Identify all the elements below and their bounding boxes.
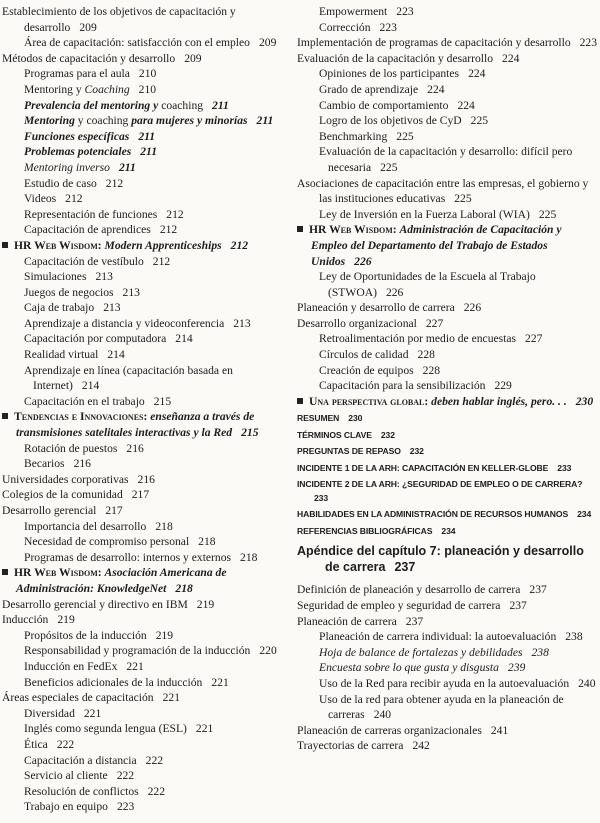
- page-number: 213: [233, 316, 251, 330]
- square-bullet-icon: [2, 569, 8, 575]
- page-number: 212: [159, 223, 178, 237]
- page-number: 223: [579, 36, 598, 50]
- page-number: 224: [427, 82, 445, 96]
- toc-entry: [2, 129, 294, 145]
- entry-title: Videos: [24, 192, 57, 206]
- entry-title: Planeación de carrera individual: la autoevaluación: [319, 630, 557, 644]
- page-number: 230: [575, 394, 594, 408]
- toc-entry: [297, 316, 597, 332]
- toc-entry: [297, 66, 597, 82]
- page-number: 225: [380, 160, 398, 174]
- entry-title: Evaluación de la capacitación y desarrollo: difícil pero necesaria: [319, 145, 573, 174]
- toc-entry: [2, 597, 294, 613]
- toc-entry: [297, 508, 597, 522]
- entry-title: Universidades corporativas: [2, 472, 129, 486]
- page-number: 230: [348, 413, 363, 424]
- feature-entry: [2, 238, 294, 254]
- toc-entry: [2, 285, 294, 301]
- page-number: 222: [147, 784, 166, 798]
- page-number: 238: [565, 630, 583, 644]
- toc-entry: [297, 378, 597, 394]
- toc-entry: [297, 738, 597, 754]
- page-number: 229: [494, 379, 512, 393]
- entry-title: Una perspectiva global:: [309, 394, 432, 408]
- entry-title: Mentoring: [24, 114, 78, 128]
- entry-title: Caja de trabajo: [24, 301, 95, 315]
- entry-title: Benchmarking: [319, 129, 388, 143]
- feature-entry: [297, 394, 597, 410]
- page-number: 213: [103, 301, 121, 315]
- entry-title: REFERENCIAS BIBLIOGRÁFICAS: [297, 525, 433, 536]
- page-number: 233: [314, 492, 329, 503]
- entry-title: Trayectorias de carrera: [297, 739, 404, 753]
- toc-entry: [2, 207, 294, 223]
- page-number: 240: [578, 677, 596, 690]
- page-number: 223: [116, 800, 135, 814]
- entry-title: Simulaciones: [24, 270, 87, 284]
- entry-title: Modern Apprenticeships: [104, 238, 222, 252]
- entry-title: Importancia del desarrollo: [24, 519, 147, 533]
- page-number: 211: [256, 114, 274, 128]
- entry-title: Rotación de puestos: [24, 441, 118, 455]
- toc-entry: [2, 316, 294, 332]
- page-number: 214: [175, 332, 193, 346]
- page-number: 223: [379, 20, 397, 34]
- toc-entry: [2, 675, 294, 691]
- entry-title: Encuesta sobre lo que gusta y disgusta: [319, 661, 499, 675]
- page-number: 234: [577, 509, 592, 520]
- entry-title: Desarrollo gerencial y directivo en IBM: [2, 597, 188, 611]
- toc-entry: [297, 614, 597, 630]
- entry-title: Planeación y desarrollo de carrera: [297, 301, 455, 315]
- toc-entry: [2, 534, 294, 550]
- entry-title: Seguridad de empleo y seguridad de carrera: [297, 599, 501, 613]
- entry-title: Hoja de balance de fortalezas y debilidades: [319, 645, 523, 659]
- entry-title: Capacitación para la sensibilización: [319, 379, 486, 393]
- entry-title: Inglés como segunda lengua (ESL): [24, 722, 187, 736]
- toc-entry: [2, 222, 294, 238]
- toc-entry: [297, 645, 597, 661]
- page-number: 212: [166, 207, 184, 221]
- entry-title: Capacitación a distancia: [24, 753, 137, 767]
- entry-title: Capacitación en el trabajo: [24, 394, 145, 408]
- toc-right-column: [297, 4, 597, 754]
- entry-title: Asociación Americana de Administración: KnowledgeNet: [16, 566, 227, 595]
- entry-title: Mentoring y: [24, 82, 85, 96]
- page-number: 209: [258, 36, 277, 50]
- entry-title: Juegos de negocios: [24, 285, 114, 299]
- entry-title: PREGUNTAS DE REPASO: [297, 446, 401, 457]
- entry-title: Necesidad de compromiso personal: [24, 535, 190, 549]
- entry-title: Área de capacitación: satisfacción con el empleo: [24, 36, 250, 50]
- entry-title: Áreas especiales de capacitación: [2, 691, 154, 705]
- entry-title: Creación de equipos: [319, 363, 414, 377]
- page-number: 221: [211, 675, 229, 689]
- entry-title: Métodos de capacitación y desarrollo: [2, 51, 176, 65]
- page-number: 222: [56, 737, 75, 751]
- toc-entry: [2, 737, 294, 753]
- toc-entry: [2, 51, 294, 67]
- entry-title: Colegios de la comunidad: [2, 488, 123, 502]
- toc-entry: [297, 445, 597, 459]
- feature-entry: [297, 222, 597, 269]
- entry-title: Evaluación de la capacitación y desarrollo: [297, 51, 494, 65]
- entry-title: Programas para el aula: [24, 67, 130, 81]
- toc-entry: [2, 550, 294, 566]
- toc-entry: [297, 629, 597, 645]
- entry-title: Uso de la Red para recibir ayuda en la autoevaluación: [319, 677, 570, 690]
- entry-title: Trabajo en equipo: [24, 800, 108, 814]
- entry-title: Aprendizaje a distancia y videoconferencia: [24, 316, 225, 330]
- page-number: 223: [396, 5, 414, 18]
- toc-entry: [297, 412, 597, 426]
- page-number: 210: [138, 82, 157, 96]
- page-number: 241: [490, 723, 509, 737]
- entry-title: deben hablar inglés, pero. . .: [431, 394, 567, 408]
- entry-title: Funciones específicas: [24, 129, 130, 143]
- toc-entry: [2, 768, 294, 784]
- entry-title: Prevalencia del mentoring y: [24, 98, 162, 112]
- page-number: 224: [457, 98, 475, 112]
- toc-entry: [2, 331, 294, 347]
- page-number: 234: [441, 525, 456, 536]
- entry-title: TÉRMINOS CLAVE: [297, 429, 372, 440]
- toc-entry: [2, 721, 294, 737]
- toc-entry: [297, 144, 597, 175]
- page-number: 211: [118, 160, 136, 174]
- toc-entry: [2, 753, 294, 769]
- toc-entry: [297, 582, 597, 598]
- entry-title: Propósitos de la inducción: [24, 628, 147, 642]
- page-number: 225: [538, 207, 557, 221]
- toc-entry: [2, 690, 294, 706]
- entry-title: Círculos de calidad: [319, 348, 409, 362]
- entry-title: INCIDENTE 1 DE LA ARH: CAPACITACIÓN EN KELLER-GLOBE: [297, 462, 549, 473]
- entry-title: Programas de desarrollo: internos y externos: [24, 550, 232, 564]
- toc-entry: [297, 300, 597, 316]
- toc-entry: [297, 82, 597, 98]
- entry-title: Asociaciones de capacitación entre las empresas, el gobierno y las instituciones educativas: [297, 176, 589, 206]
- toc-entry: [2, 503, 294, 519]
- entry-title: Administración de Capacitación y Empleo del Departamento del Trabajo de Estados Unidos: [311, 223, 562, 268]
- toc-entry: [2, 269, 294, 285]
- entry-title: Problemas potenciales: [24, 145, 132, 159]
- entry-title: Opiniones de los participantes: [319, 67, 460, 81]
- toc-entry: [297, 347, 597, 363]
- page-number: 221: [126, 659, 144, 673]
- entry-title: Cambio de comportamiento: [319, 98, 449, 112]
- page-number: 209: [184, 51, 202, 65]
- entry-title: Capacitación de vestíbulo: [24, 254, 144, 268]
- page-number: 212: [105, 176, 124, 190]
- page-number: 218: [175, 581, 193, 595]
- entry-title: y coaching: [77, 114, 132, 128]
- toc-entry: [2, 363, 294, 394]
- page-number: 224: [502, 51, 520, 65]
- toc-entry: [2, 254, 294, 270]
- entry-title: Planeación de carreras organizacionales: [297, 723, 482, 737]
- entry-title: Realidad virtual: [24, 348, 99, 362]
- page-number: 224: [468, 67, 486, 81]
- entry-title: Diversidad: [24, 706, 75, 720]
- page-number: 216: [137, 472, 155, 486]
- page-number: 222: [145, 753, 164, 767]
- square-bullet-icon: [297, 226, 303, 232]
- toc-entry: [297, 20, 597, 36]
- toc-entry: [2, 706, 294, 722]
- toc-entry: [2, 456, 294, 472]
- page-number: 227: [425, 316, 444, 330]
- page-number: 237: [405, 614, 424, 628]
- entry-title: Coaching: [84, 82, 130, 96]
- page-number: 210: [138, 67, 157, 81]
- entry-title: Establecimiento de los objetivos de capacitación y desarrollo: [2, 5, 236, 34]
- page-number: 220: [259, 644, 277, 658]
- entry-title: Planeación de carrera: [297, 614, 397, 628]
- entry-title: Resolución de conflictos: [24, 784, 139, 798]
- page-number: 240: [373, 708, 392, 722]
- entry-title: Implementación de programas de capacitación y desarrollo: [297, 36, 571, 50]
- entry-title: Tendencias e Innovaciones:: [14, 410, 151, 424]
- toc-entry: [297, 478, 597, 505]
- entry-title: Desarrollo gerencial: [2, 504, 97, 517]
- toc-entry: [2, 113, 294, 129]
- toc-entry: [297, 723, 597, 739]
- entry-title: HR Web Wisdom:: [309, 223, 400, 237]
- page-number: 225: [396, 129, 414, 143]
- entry-title: RESUMEN: [297, 413, 340, 424]
- toc-entry: [2, 394, 294, 410]
- page-number: 219: [196, 597, 215, 611]
- page-number: 212: [230, 238, 249, 252]
- entry-title: enseñanza a través de transmisiones satelitales interactivas y la Red: [16, 410, 255, 440]
- page-number: 237: [509, 599, 527, 613]
- entry-title: HR Web Wisdom:: [14, 566, 105, 580]
- entry-title: Ley de Inversión en la Fuerza Laboral (WIA): [319, 207, 530, 221]
- page-number: 228: [422, 363, 441, 377]
- entry-title: Empowerment: [319, 5, 388, 18]
- toc-entry: [297, 35, 597, 51]
- page-number: 225: [470, 114, 489, 128]
- page-number: 237: [529, 583, 547, 597]
- feature-entry: [2, 409, 294, 440]
- entry-title: Uso de la red para obtener ayuda en la planeación de carreras: [319, 692, 564, 722]
- page-number: 209: [79, 20, 97, 34]
- toc-entry: [2, 612, 294, 628]
- page-number: 219: [57, 613, 75, 627]
- page-number: 214: [107, 348, 125, 362]
- toc-entry: [2, 98, 294, 114]
- toc-entry: [2, 643, 294, 659]
- toc-entry: [2, 347, 294, 363]
- toc-entry: [2, 82, 294, 98]
- page-number: 238: [531, 645, 549, 659]
- page-number: 226: [385, 285, 404, 299]
- toc-entry: [2, 160, 294, 176]
- entry-title: Estudio de caso: [24, 176, 97, 190]
- entry-title: Definición de planeación y desarrollo de carrera: [297, 583, 521, 597]
- toc-entry: [297, 692, 597, 723]
- page-number: 232: [409, 446, 424, 457]
- toc-entry: [2, 176, 294, 192]
- toc-entry: [297, 525, 597, 539]
- page-number: 216: [73, 457, 91, 471]
- entry-title: Corrección: [319, 20, 371, 34]
- entry-title: Aprendizaje en línea (capacitación basada en Internet): [24, 363, 233, 393]
- toc-entry: [2, 66, 294, 82]
- page-number: 226: [354, 254, 372, 268]
- page-number: 233: [557, 462, 572, 473]
- toc-entry: [2, 659, 294, 675]
- toc-entry: [2, 144, 294, 160]
- page-number: 218: [155, 519, 173, 533]
- appendix-heading: [297, 543, 597, 575]
- page-number: 211: [212, 98, 229, 112]
- entry-title: Retroalimentación por medio de encuestas: [319, 332, 517, 346]
- entry-title: coaching: [161, 98, 204, 112]
- toc-entry: [2, 487, 294, 503]
- entry-title: Responsabilidad y programación de la inducción: [24, 644, 251, 658]
- page-number: 221: [83, 706, 102, 720]
- toc-entry: [297, 4, 597, 20]
- toc-entry: [2, 35, 294, 51]
- square-bullet-icon: [2, 413, 8, 419]
- entry-title: Servicio al cliente: [24, 769, 108, 783]
- entry-title: Beneficios adicionales de la inducción: [24, 675, 203, 689]
- feature-entry: [2, 565, 294, 596]
- entry-title: para mujeres y minorías: [131, 114, 248, 128]
- page-number: 217: [105, 504, 123, 517]
- page-number: 212: [65, 192, 83, 206]
- entry-title: INCIDENTE 2 DE LA ARH: ¿SEGURIDAD DE EMPLEO O DE CARRERA?: [297, 479, 583, 490]
- entry-title: Ética: [24, 737, 48, 751]
- entry-title: Grado de aprendizaje: [319, 82, 419, 96]
- toc-entry: [297, 363, 597, 379]
- page-number: 215: [153, 394, 172, 408]
- page-number: 213: [95, 270, 113, 284]
- page-number: 222: [116, 769, 135, 783]
- entry-title: HABILIDADES EN LA ADMINISTRACIÓN DE RECURSOS HUMANOS: [297, 509, 569, 520]
- toc-entry: [297, 462, 597, 476]
- toc-entry: [2, 4, 294, 35]
- entry-title: Becarios: [24, 457, 65, 471]
- toc-entry: [2, 472, 294, 488]
- page-number: 225: [454, 192, 472, 206]
- toc-entry: [297, 429, 597, 443]
- page-number: 211: [138, 129, 156, 143]
- toc-entry: [2, 441, 294, 457]
- toc-entry: [2, 799, 294, 815]
- entry-title: Ley de Oportunidades de la Escuela al Trabajo (STWOA): [319, 270, 536, 299]
- toc-left-column: [2, 4, 294, 815]
- page-number: 219: [155, 628, 174, 642]
- page-number: 217: [131, 488, 150, 502]
- page-number: 211: [140, 145, 157, 159]
- page-number: 218: [198, 535, 216, 549]
- toc-entry: [2, 628, 294, 644]
- entry-title: Capacitación de aprendices: [24, 223, 151, 237]
- page-number: 213: [122, 285, 140, 299]
- entry-title: Logro de los objetivos de CyD: [319, 114, 462, 128]
- entry-title: Inducción: [2, 613, 49, 627]
- entry-title: HR Web Wisdom:: [14, 238, 105, 252]
- page-number: 221: [162, 691, 180, 705]
- entry-title: Mentoring inverso: [24, 160, 110, 174]
- square-bullet-icon: [2, 242, 8, 248]
- toc-entry: [297, 676, 597, 692]
- entry-title: Capacitación por computadora: [24, 332, 167, 346]
- page-number: 216: [126, 441, 144, 455]
- square-bullet-icon: [297, 398, 303, 404]
- page-number: 226: [463, 301, 482, 315]
- toc-entry: [297, 598, 597, 614]
- toc-entry: [297, 176, 597, 207]
- page-number: 212: [152, 254, 171, 268]
- page-number: 237: [394, 560, 416, 575]
- toc-entry: [297, 113, 597, 129]
- toc-entry: [297, 269, 597, 300]
- toc-entry: [2, 191, 294, 207]
- entry-title: Desarrollo organizacional: [297, 316, 417, 330]
- toc-entry: [297, 660, 597, 676]
- toc-entry: [2, 519, 294, 535]
- entry-title: Inducción en FedEx: [24, 659, 118, 673]
- entry-title: Apéndice del capítulo 7: planeación y desarrollo de carrera: [297, 544, 584, 575]
- toc-entry: [2, 784, 294, 800]
- toc-entry: [297, 98, 597, 114]
- toc-entry: [297, 207, 597, 223]
- page-number: 215: [241, 426, 259, 440]
- page-number: 239: [507, 661, 526, 675]
- page-number: 232: [380, 429, 395, 440]
- page-number: 242: [412, 739, 430, 753]
- toc-entry: [297, 129, 597, 145]
- toc-entry: [297, 51, 597, 67]
- page-number: 218: [240, 550, 258, 564]
- page-number: 227: [525, 332, 543, 346]
- toc-entry: [2, 300, 294, 316]
- page-number: 214: [81, 379, 100, 393]
- page-number: 221: [195, 722, 214, 736]
- toc-entry: [297, 331, 597, 347]
- page-number: 228: [417, 348, 435, 362]
- entry-title: Representación de funciones: [24, 207, 158, 221]
